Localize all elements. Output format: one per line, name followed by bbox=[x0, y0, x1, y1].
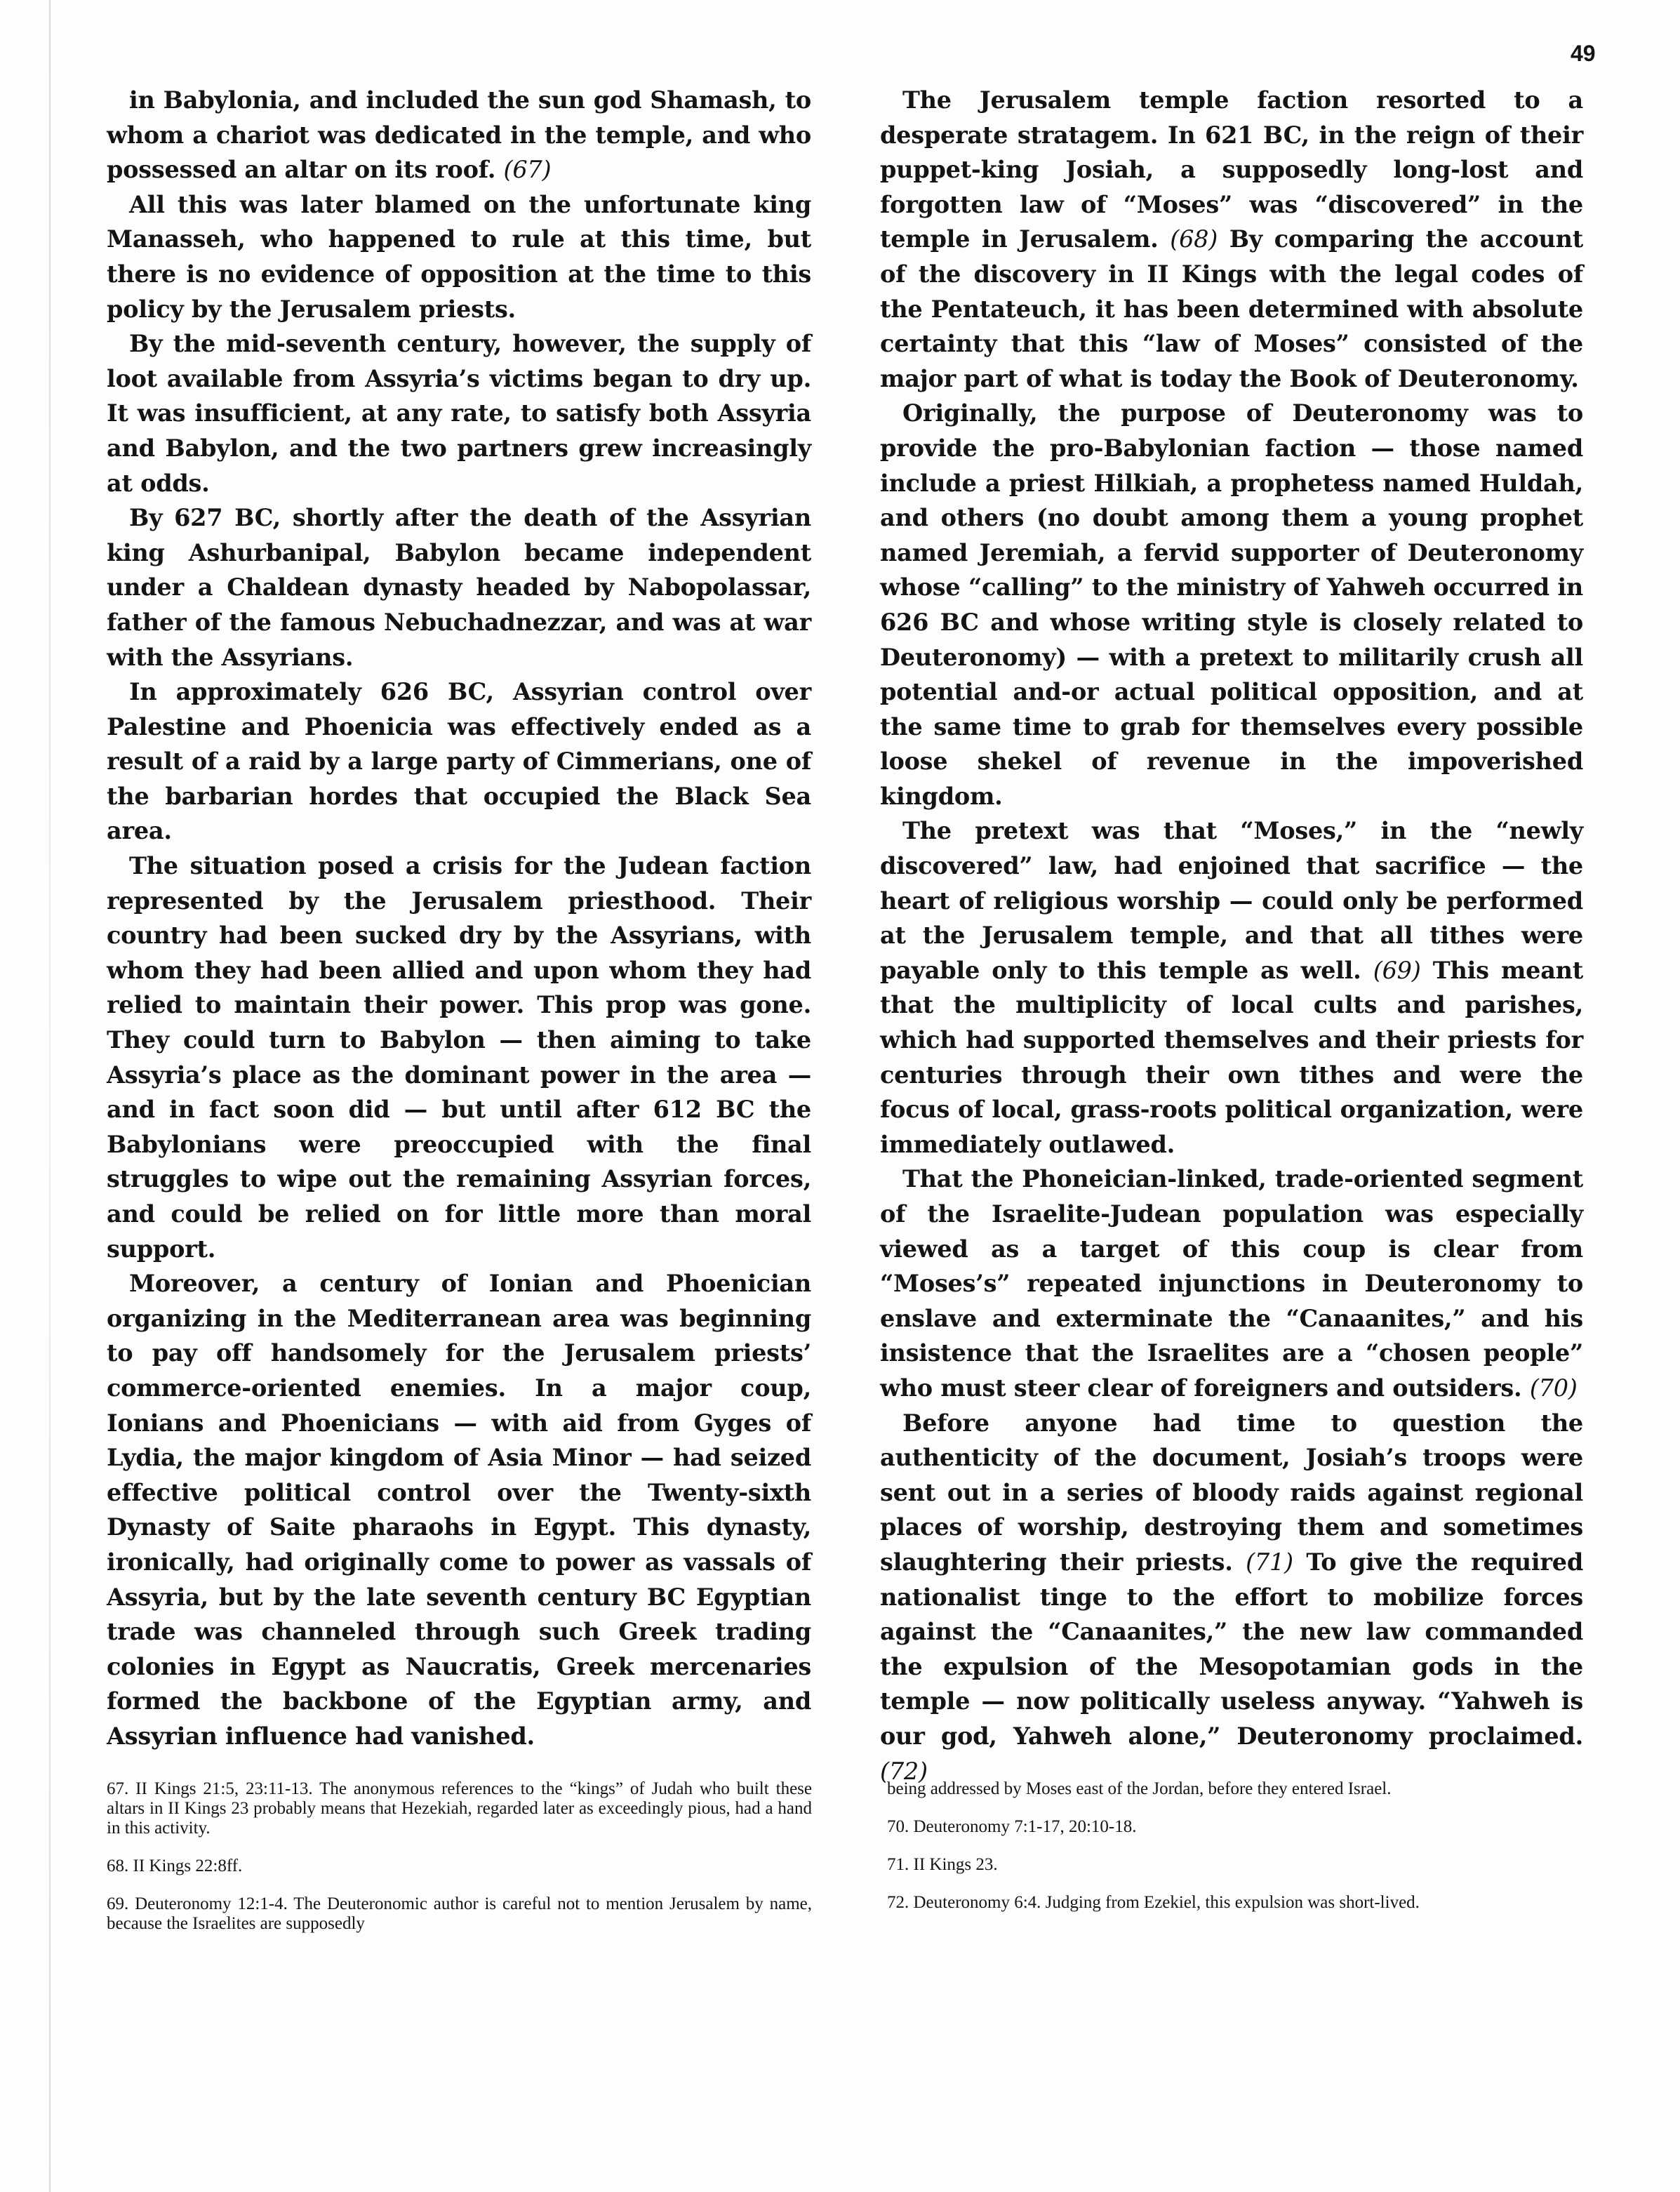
footnote: 67. II Kings 21:5, 23:11-13. The anonymous references to the “kings” of Judah who built these altars in II Kings 23 probably means that Hezekiah, regarded later as exceedingly pious, had a hand in this activity. bbox=[107, 1779, 812, 1838]
body-paragraph bbox=[107, 326, 811, 500]
paragraph-text: In approximately 626 BC, Assyrian control over Palestine and Phoenicia was effectively ended as a result of a raid by a large party of Cimmerians, one of the barbarian hordes that occupied the Black Sea area. bbox=[107, 678, 811, 845]
paragraph-text: This meant that the multiplicity of local cults and parishes, which had supported themselves and their priests for centuries through their own tithes and were the focus of local, grass-roots political organization, were immediately outlawed. bbox=[880, 956, 1583, 1158]
paragraph-text: Before anyone had time to question the authenticity of the document, Josiah’s troops were sent out in a series of bloody raids against regional places of worship, destroying them and sometimes slaughtering their priests. bbox=[880, 1409, 1583, 1576]
paragraph-text: Moreover, a century of Ionian and Phoenician organizing in the Mediterranean area was beginning to pay off handsomely for the Jerusalem priests’ commerce-oriented enemies. In a major coup, Ionians and Phoenicians — with aid from Gyges of Lydia, the major kingdom of Asia Minor — had seized effective political control over the Twenty-sixth Dynasty of Saite pharaohs in Egypt. This dynasty, ironically, had originally come to power as vassals of Assyria, but by the late seventh century BC Egyptian trade was channeled through such Greek trading colonies in Egypt as Naucratis, Greek mercenaries formed the backbone of the Egyptian army, and Assyrian influence had vanished. bbox=[107, 1270, 811, 1750]
paragraph-text: By the mid-seventh century, however, the supply of loot available from Assyria’s victims began to dry up. It was insufficient, at any rate, to satisfy both Assyria and Babylon, and the two partners grew increasingly at odds. bbox=[107, 330, 811, 497]
footnote: 72. Deuteronomy 6:4. Judging from Ezekiel, this expulsion was short-lived. bbox=[887, 1893, 1420, 1912]
body-paragraph bbox=[880, 1162, 1583, 1405]
footnote-reference: (67) bbox=[503, 156, 552, 184]
paragraph-text: in Babylonia, and included the sun god Shamash, to whom a chariot was dedicated in the temple, and who possessed an altar on its roof. bbox=[107, 86, 811, 184]
right-footnotes bbox=[887, 1779, 1582, 1931]
footnote: 71. II Kings 23. bbox=[887, 1855, 998, 1874]
footnote: 70. Deuteronomy 7:1-17, 20:10-18. bbox=[887, 1817, 1137, 1836]
paragraph-text: The pretext was that “Moses,” in the “newly discovered” law, had enjoined that sacrifice — the heart of religious worship — could only be performed at the Jerusalem temple, and that all tithes were payable only to this temple as well. bbox=[880, 817, 1583, 984]
footnote: being addressed by Moses east of the Jordan, before they entered Israel. bbox=[887, 1779, 1392, 1798]
body-paragraph bbox=[107, 1266, 811, 1753]
body-paragraph bbox=[880, 1406, 1583, 1789]
footnote-reference: (72) bbox=[880, 1757, 928, 1785]
footnote: 68. II Kings 22:8ff. bbox=[107, 1856, 243, 1875]
body-paragraph bbox=[107, 187, 811, 326]
body-paragraph bbox=[880, 813, 1583, 1162]
body-paragraph bbox=[880, 396, 1583, 813]
paragraph-text: By comparing the account of the discovery in II Kings with the legal codes of the Pentateuch, it has been determined with absolute certainty that this “law of Moses” consisted of the major part of what is today the Book of Deuteronomy. bbox=[880, 225, 1583, 392]
paragraph-text: Originally, the purpose of Deuteronomy was to provide the pro-Babylonian faction — those named include a priest Hilkiah, a prophetess named Huldah, and others (no doubt among them a young prophet named Jeremiah, a fervid supporter of Deuteronomy whose “calling” to the ministry of Yahweh occurred in 626 BC and whose writing style is closely related to Deuteronomy) — with a pretext to militarily crush all potential and-or actual political opposition, and at the same time to grab for themselves every possible loose shekel of revenue in the impoverished kingdom. bbox=[880, 399, 1583, 810]
paragraph-text: The situation posed a crisis for the Judean faction represented by the Jerusalem priesthood. Their country had been sucked dry by the Assyrians, with whom they had been allied and upon whom they had relied to maintain their power. This prop was gone. They could turn to Babylon — then aiming to take Assyria’s place as the dominant power in the area — and in fact soon did — but until after 612 BC the Babylonians were preoccupied with the final struggles to wipe out the remaining Assyrian forces, and could be relied on for little more than moral support. bbox=[107, 852, 811, 1263]
body-paragraph bbox=[107, 500, 811, 675]
footnote-reference: (71) bbox=[1246, 1548, 1293, 1576]
body-paragraph bbox=[880, 83, 1583, 396]
paragraph-text: By 627 BC, shortly after the death of the Assyrian king Ashurbanipal, Babylon became independent under a Chaldean dynasty headed by Nabopolassar, father of the famous Nebuchadnezzar, and was at war with the Assyrians. bbox=[107, 504, 811, 671]
paragraph-text: All this was later blamed on the unfortunate king Manasseh, who happened to rule at this time, but there is no evidence of opposition at the time to this policy by the Jerusalem priests. bbox=[107, 190, 811, 323]
footnote-reference: (69) bbox=[1373, 956, 1421, 984]
body-paragraph bbox=[107, 849, 811, 1266]
body-paragraph bbox=[107, 83, 811, 187]
page-number: 49 bbox=[1571, 41, 1596, 66]
paragraph-text: To give the required nationalist tinge to the effort to mobilize forces against the “Canaanites,” the new law commanded the expulsion of the Mesopotamian gods in the temple — now politically useless anyway. “Yahweh is our god, Yahweh alone,” Deuteronomy proclaimed. bbox=[880, 1548, 1583, 1750]
left-text-column bbox=[107, 83, 811, 1754]
right-text-column bbox=[880, 83, 1583, 1788]
paragraph-text: The Jerusalem temple faction resorted to a desperate stratagem. In 621 BC, in the reign of their puppet-king Josiah, a supposedly long-lost and forgotten law of “Moses” was “discovered” in the temple in Jerusalem. bbox=[880, 86, 1583, 253]
footnote-reference: (70) bbox=[1529, 1374, 1578, 1402]
left-footnotes bbox=[107, 1779, 812, 1952]
footnote: 69. Deuteronomy 12:1-4. The Deuteronomic author is careful not to mention Jerusalem by name, because the Israelites are supposedly bbox=[107, 1894, 812, 1933]
paragraph-text: That the Phoneician-linked, trade-oriented segment of the Israelite-Judean population was especially viewed as a target of this coup is clear from “Moses’s” repeated injunctions in Deuteronomy to enslave and exterminate the “Canaanites,” and his insistence that the Israelites are a “chosen people” who must steer clear of foreigners and outsiders. bbox=[880, 1165, 1583, 1402]
footnote-reference: (68) bbox=[1170, 225, 1218, 253]
body-paragraph bbox=[107, 675, 811, 849]
scan-margin-line bbox=[49, 0, 51, 2192]
